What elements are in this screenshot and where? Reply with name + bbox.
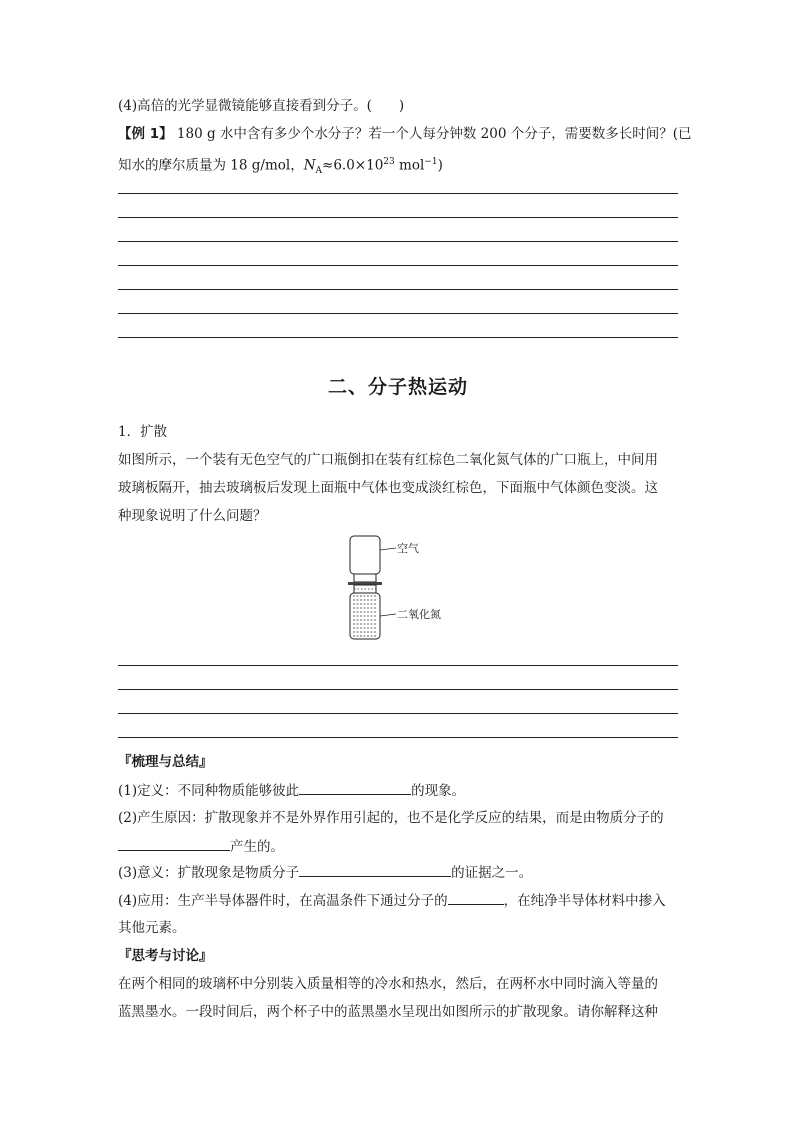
diffusion-para-line-1: 如图所示，一个装有无色空气的广口瓶倒扣在装有红棕色二氧化氮气体的广口瓶上，中间用 (118, 452, 658, 468)
fill-blank[interactable] (299, 862, 451, 877)
label-air: 空气 (397, 542, 419, 555)
approx-value: ≈6.0×10 (322, 157, 384, 174)
summary-item-3-text: (3)意义：扩散现象是物质分子 (118, 865, 300, 881)
example-1-line-2 (118, 152, 443, 181)
question-4: (4)高倍的光学显微镜能够直接看到分子。( ) (118, 98, 405, 114)
summary-item-2: (2)产生原因：扩散现象并不是外界作用引起的，也不是化学反应的结果，而是由物质分子的 (118, 810, 664, 826)
summary-heading: 『梳理与总结』 (118, 754, 213, 770)
answer-line[interactable] (118, 665, 678, 666)
example-tag: 【例 1】 (118, 126, 173, 142)
fill-blank[interactable] (118, 836, 230, 851)
answer-line[interactable] (118, 689, 678, 690)
close-paren: ) (437, 157, 443, 174)
discussion-line-1: 在两个相同的玻璃杯中分别装入质量相等的冷水和热水，然后，在两杯水中同时滴入等量的 (118, 976, 658, 992)
summary-item-4 (118, 890, 666, 911)
unit: mol (394, 157, 425, 174)
apparatus-svg (340, 534, 460, 644)
summary-item-2-cont (118, 836, 284, 857)
answer-line[interactable] (118, 337, 678, 338)
na-subscript: A (315, 166, 323, 177)
na-symbol: N (303, 157, 316, 174)
answer-line[interactable] (118, 217, 678, 218)
summary-item-3-end: 的证据之一。 (451, 865, 533, 881)
exponent: 23 (383, 157, 395, 167)
answer-line[interactable] (118, 313, 678, 314)
answer-line[interactable] (118, 289, 678, 290)
discussion-heading: 『思考与讨论』 (118, 948, 213, 964)
label-no2: 二氧化氮 (397, 608, 441, 621)
summary-item-1-text: (1)定义：不同种物质能够彼此 (118, 783, 300, 799)
diffusion-heading: 1．扩散 (118, 424, 168, 440)
section-title: 二、分子热运动 (327, 376, 468, 398)
diffusion-apparatus-figure (340, 534, 460, 644)
discussion-line-2: 蓝黑墨水。一段时间后，两个杯子中的蓝黑墨水呈现出如图所示的扩散现象。请你解释这种 (118, 1004, 658, 1020)
air-bottle (350, 536, 380, 582)
answer-line[interactable] (118, 241, 678, 242)
example-text-1: 180 g 水中含有多少个水分子？若一个人每分钟数 200 个分子，需要数多长时间？(已 (176, 126, 692, 142)
diffusion-para-line-2: 玻璃板隔开，抽去玻璃板后发现上面瓶中气体也变成淡红棕色，下面瓶中气体颜色变淡。这 (118, 480, 658, 496)
summary-item-3 (118, 862, 532, 883)
example-1-line-1 (118, 124, 692, 144)
fill-blank[interactable] (448, 890, 504, 905)
diffusion-para-line-3: 种现象说明了什么问题？ (118, 508, 267, 524)
summary-item-4-end: ，在纯净半导体材料中掺入 (503, 893, 666, 909)
air-leader-line (380, 548, 396, 550)
answer-line[interactable] (118, 737, 678, 738)
summary-item-1-end: 的现象。 (411, 783, 466, 799)
example-text-2: 知水的摩尔质量为 18 g/mol， (118, 157, 304, 174)
no2-leader-line (380, 614, 396, 616)
summary-item-1 (118, 780, 465, 801)
unit-exponent: −1 (424, 157, 438, 167)
summary-item-4-cont: 其他元素。 (118, 920, 186, 936)
summary-item-2-end: 产生的。 (230, 839, 284, 855)
answer-line[interactable] (118, 265, 678, 266)
summary-item-4-text: (4)应用：生产半导体器件时，在高温条件下通过分子的 (118, 893, 448, 909)
answer-line[interactable] (118, 193, 678, 194)
fill-blank[interactable] (299, 780, 411, 795)
no2-bottle (350, 585, 380, 639)
answer-line[interactable] (118, 713, 678, 714)
